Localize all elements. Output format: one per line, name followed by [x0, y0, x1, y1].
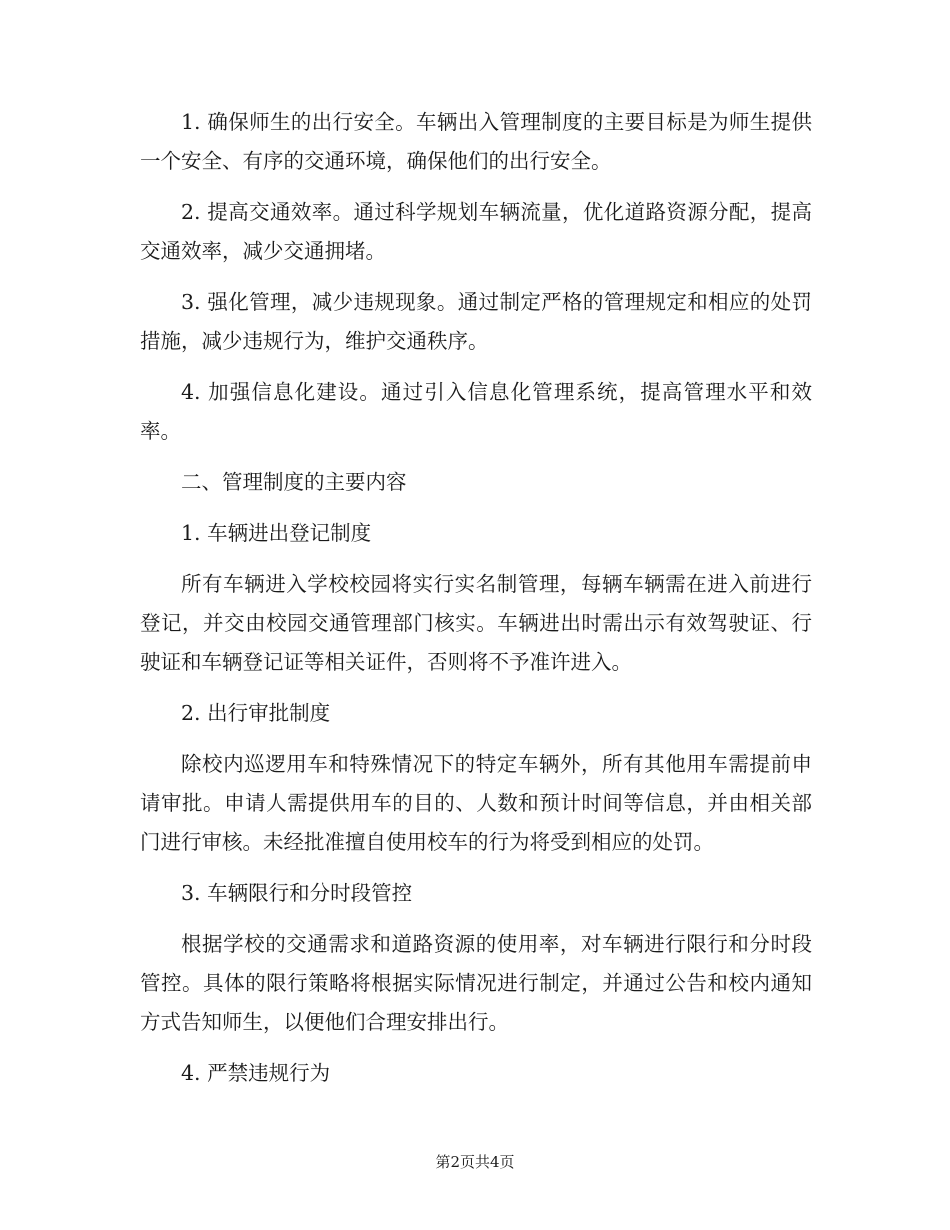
paragraph-registration: 所有车辆进入学校校园将实行实名制管理，每辆车辆需在进入前进行登记，并交由校园交通管理部门核实。车辆进出时需出示有效驾驶证、行驶证和车辆登记证等相关证件，否则将不予准许进入。 — [140, 572, 812, 674]
subheading-registration: 1. 车辆进出登记制度 — [181, 521, 372, 545]
document-body — [140, 103, 812, 1105]
subheading-restriction: 3. 车辆限行和分时段管控 — [181, 881, 413, 905]
paragraph-restriction: 根据学校的交通需求和道路资源的使用率，对车辆进行限行和分时段管控。具体的限行策略将根据实际情况进行制定，并通过公告和校内通知方式告知师生，以便他们合理安排出行。 — [140, 932, 812, 1034]
subheading-violations: 4. 严禁违规行为 — [181, 1061, 331, 1085]
paragraph-goal-safety: 1. 确保师生的出行安全。车辆出入管理制度的主要目标是为师生提供一个安全、有序的交通环境，确保他们的出行安全。 — [140, 110, 812, 173]
paragraph-goal-efficiency: 2. 提高交通效率。通过科学规划车辆流量，优化道路资源分配，提高交通效率，减少交通拥堵。 — [140, 200, 812, 263]
paragraph-goal-informatization: 4. 加强信息化建设。通过引入信息化管理系统，提高管理水平和效率。 — [140, 380, 812, 443]
section-heading-main-content: 二、管理制度的主要内容 — [181, 470, 407, 494]
paragraph-approval: 除校内巡逻用车和特殊情况下的特定车辆外，所有其他用车需提前申请审批。申请人需提供用车的目的、人数和预计时间等信息，并由相关部门进行审核。未经批准擅自使用校车的行为将受到相应的处罚。 — [140, 752, 812, 854]
paragraph-goal-management: 3. 强化管理，减少违规现象。通过制定严格的管理规定和相应的处罚措施，减少违规行为，维护交通秩序。 — [140, 290, 812, 353]
subheading-approval: 2. 出行审批制度 — [181, 701, 331, 725]
page-footer: 第2页共4页 — [435, 1153, 515, 1171]
